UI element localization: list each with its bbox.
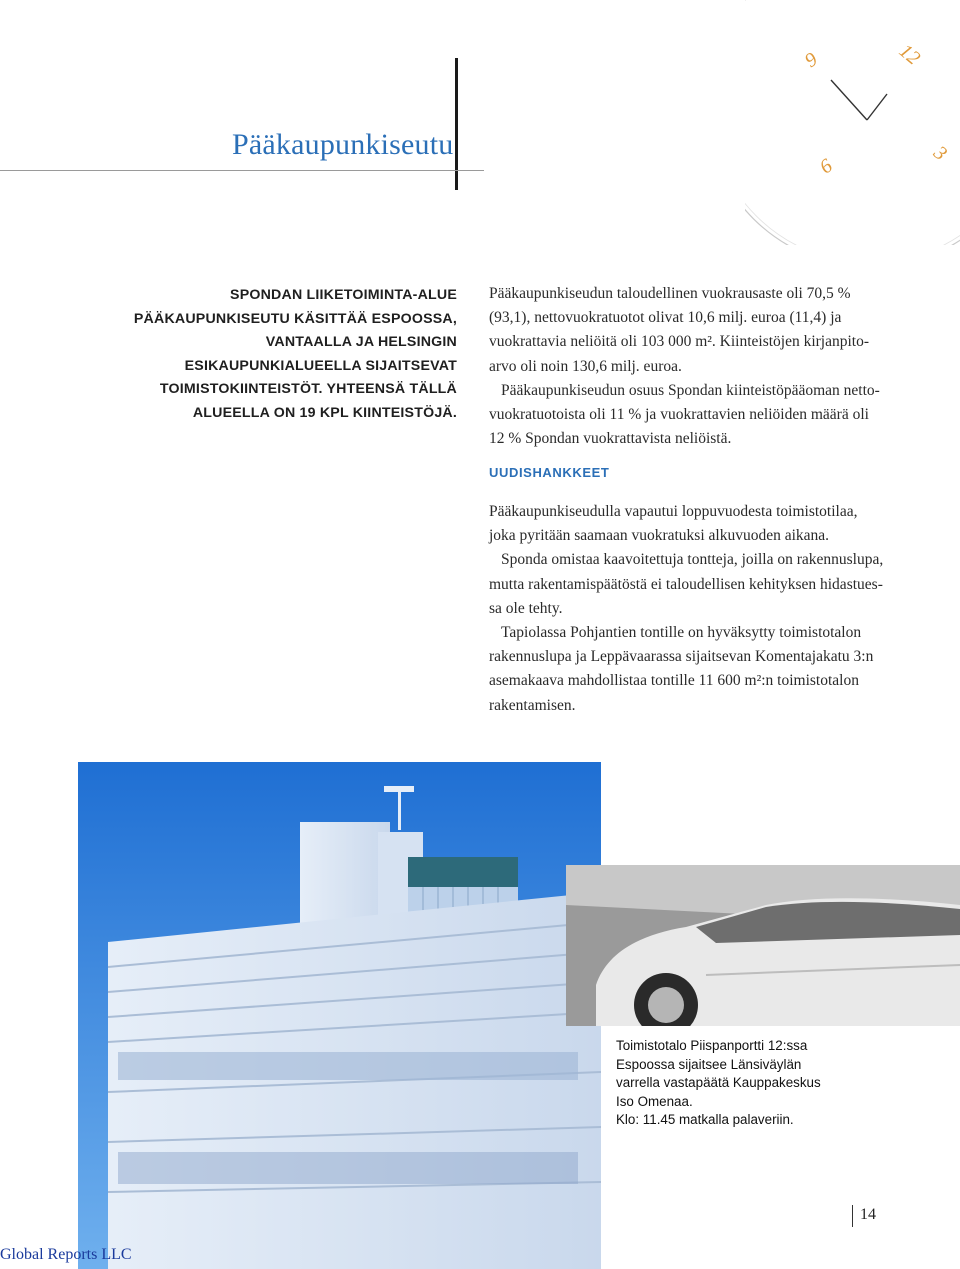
text-line: mutta rakentamispäätöstä ei taloudellisen kehityksen hidastues-: [489, 575, 883, 593]
office-building-photo: [78, 762, 601, 1269]
caption-line: Iso Omenaa.: [616, 1093, 693, 1109]
text-line: Sponda omistaa kaavoitettuja tontteja, joilla on rakennuslupa,: [501, 551, 884, 569]
watermark: Global Reports LLC: [0, 1246, 132, 1263]
text-line: 12 % Spondan vuokrattavista neliöistä.: [489, 430, 732, 448]
caption-line: Toimistotalo Piispanportti 12:ssa: [616, 1038, 808, 1053]
clock-graphic: [745, 0, 960, 245]
caption-line: varrella vastapäätä Kauppakeskus: [616, 1075, 821, 1090]
intro-line: TOIMISTOKIINTEISTÖT. YHTEENSÄ TÄLLÄ: [159, 381, 457, 397]
text-line: (93,1), nettovuokratuotot olivat 10,6 milj. euroa (11,4) ja: [489, 309, 842, 327]
text-line: vuokratuotoista oli 11 % ja vuokrattavien neliöiden määrä oli: [489, 406, 869, 424]
text-line: Tapiolassa Pohjantien tontille on hyväksytty toimistotalon: [501, 624, 862, 642]
body-text-bottom: [489, 500, 889, 718]
text-line: Pääkaupunkiseudun taloudellinen vuokrausaste oli 70,5 %: [489, 285, 851, 302]
intro-lead: [110, 284, 457, 425]
clock-numeral-9: 9: [800, 48, 822, 73]
text-line: asemakaava mahdollistaa tontille 11 600 m²:n toimistotalon: [489, 672, 859, 690]
clock-numeral-6: 6: [815, 154, 837, 179]
paragraph: [489, 282, 889, 379]
photo-caption: [616, 1037, 946, 1130]
text-line: arvo oli noin 130,6 milj. euroa.: [489, 357, 682, 375]
page-number: 14: [860, 1206, 876, 1223]
paragraph: [489, 621, 889, 718]
car-photo: [566, 865, 960, 1026]
body-text-top: [489, 282, 889, 451]
intro-line: VANTAALLA JA HELSINGIN: [265, 334, 457, 350]
header-rule: [0, 170, 484, 171]
text-line: sa ole tehty.: [489, 599, 563, 617]
intro-line: ESIKAUPUNKIALUEELLA SIJAITSEVAT: [184, 357, 457, 374]
text-line: vuokrattavia neliöitä oli 103 000 m². Kiinteistöjen kirjanpito-: [489, 333, 870, 351]
paragraph: [489, 500, 889, 548]
text-line: rakentamisen.: [489, 696, 576, 714]
paragraph: [489, 548, 889, 621]
page-number-bar: [852, 1205, 853, 1227]
intro-line: PÄÄKAUPUNKISEUTU KÄSITTÄÄ ESPOOSSA,: [133, 310, 457, 327]
paragraph: [489, 379, 889, 403]
caption-line: Klo: 11.45 matkalla palaveriin.: [616, 1112, 794, 1127]
text-line: rakennuslupa ja Leppävaarassa sijaitsevan Komentajakatu 3:n: [489, 648, 874, 666]
page-title: Pääkaupunkiseutu: [232, 128, 454, 161]
text-line: Pääkaupunkiseudulla vapautui loppuvuodesta toimistotilaa,: [489, 503, 858, 520]
clock-numeral-12: 12: [894, 39, 925, 70]
caption-line: Espoossa sijaitsee Länsiväylän: [616, 1056, 802, 1072]
text-line: joka pyritään saamaan vuokratuksi alkuvuoden aikana.: [489, 527, 830, 545]
paragraph: [489, 403, 889, 451]
text-line: Pääkaupunkiseudun osuus Spondan kiinteistöpääoman netto-: [501, 381, 880, 399]
clock-numeral-3: 3: [929, 141, 952, 165]
intro-line: SPONDAN LIIKETOIMINTA-ALUE: [230, 287, 457, 303]
intro-line: ALUEELLA ON 19 KPL KIINTEISTÖJÄ.: [192, 404, 457, 421]
section-subheading: UUDISHANKKEET: [489, 465, 610, 480]
